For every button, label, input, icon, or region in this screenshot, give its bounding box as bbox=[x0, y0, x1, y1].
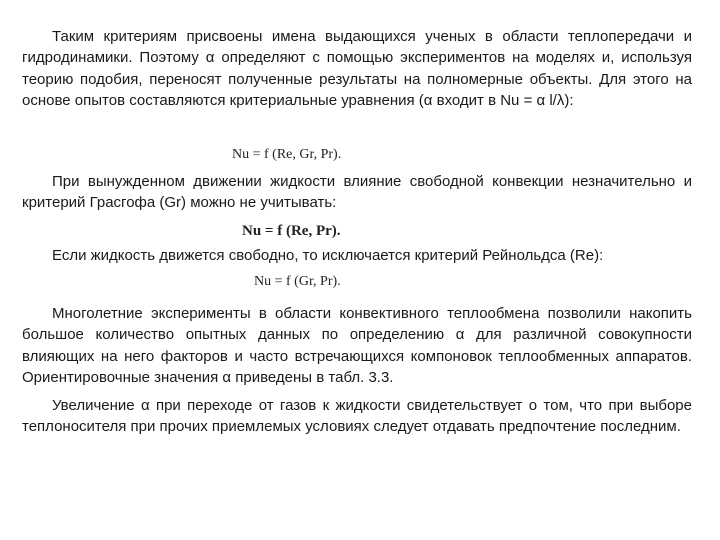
paragraph-coolant-choice: Увеличение α при переходе от газов к жидкости свидетельствует о том, что при выборе теплоносителя при прочих приемлемых условиях следует отдавать предпочтение последним. bbox=[22, 397, 692, 436]
paragraph-experiments: Многолетние эксперименты в области конвективного теплообмена позволили накопить большое количество опытных данных по определению α для различной совокупности влияющих на него факторов и часто встречающихся компоновок теплообменных аппаратов. Ориентировочные значения α приведены в табл. 3.3. bbox=[22, 305, 692, 387]
formula-nu-re-pr: Nu = f (Re, Pr). bbox=[242, 223, 341, 239]
paragraph-free-convection: Если жидкость движется свободно, то исключается критерий Рейнольдса (Re): bbox=[52, 247, 604, 264]
paragraph-forced-convection: При вынужденном движении жидкости влияние свободной конвекции незначительно и критерий Грасгофа (Gr) можно не учитывать: bbox=[22, 173, 692, 212]
formula-nu-re-gr-pr: Nu = f (Re, Gr, Pr). bbox=[232, 147, 342, 162]
formula-nu-gr-pr: Nu = f (Gr, Pr). bbox=[254, 274, 341, 289]
paragraph-similarity-criteria: Таким критериям присвоены имена выдающихся ученых в области теплопередачи и гидродинамики. Поэтому α определяют с помощью экспериментов на моделях и, используя теорию подобия, переносят полученные результаты на полномерные объекты. Для этого на основе опытов составляются критериальные уравнения (α входит в Nu = α l/λ): bbox=[22, 28, 692, 110]
